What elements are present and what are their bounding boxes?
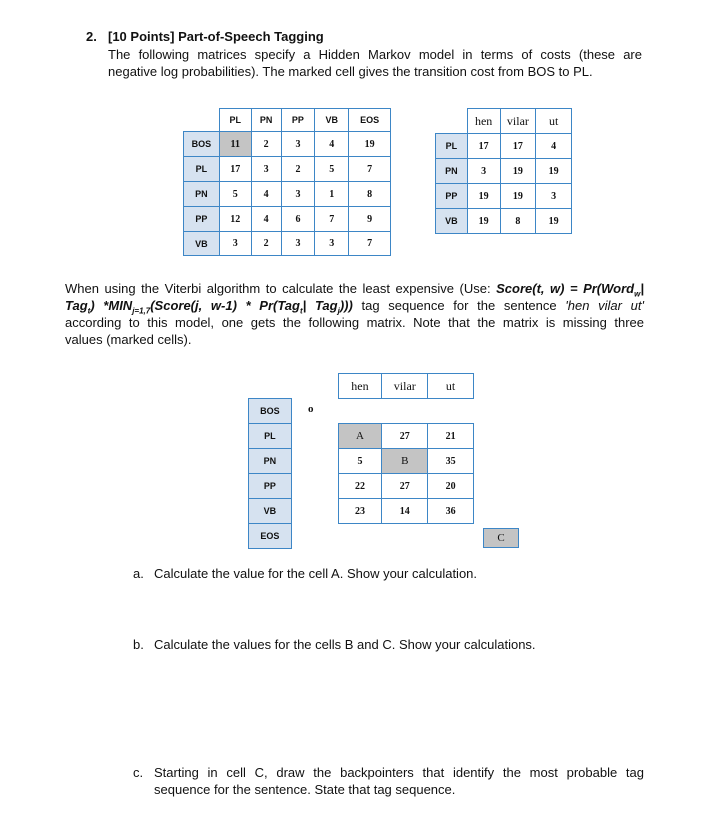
table-cell: 17 [500, 134, 536, 159]
cell-a: A [338, 424, 382, 449]
formula-sub: t [299, 306, 303, 316]
row-header: PL [436, 134, 468, 159]
spacer-cell [291, 424, 338, 449]
viterbi-line-4: values (marked cells). [65, 332, 192, 347]
formula-part: Score(t, w) = Pr(Word [496, 281, 635, 296]
table-cell: 19 [536, 159, 572, 184]
spacer-cell [291, 474, 338, 499]
table-cell: 1 [315, 182, 349, 207]
row-header: PN [184, 182, 220, 207]
spacer-cell [291, 399, 338, 424]
empty-cell [382, 524, 428, 549]
table-cell: 20 [428, 474, 474, 499]
transition-table [183, 108, 391, 256]
table-cell: 23 [338, 499, 382, 524]
row-header: VB [436, 209, 468, 234]
table-cell: 12 [219, 207, 251, 232]
col-header: PP [281, 109, 315, 132]
col-header: vilar [382, 374, 428, 399]
bos-start-value: o [308, 403, 314, 415]
table-cell: 3 [281, 182, 315, 207]
formula-part: | [640, 281, 644, 296]
task-c-line-1: Starting in cell C, draw the backpointers that identify the most probable tag [154, 765, 644, 780]
col-header: VB [315, 109, 349, 132]
row-header: VB [249, 499, 292, 524]
table-cell: 2 [281, 157, 315, 182]
spacer-cell [291, 524, 338, 549]
emission-table [435, 108, 572, 234]
table-cell: 7 [349, 157, 391, 182]
table-cell: 2 [251, 132, 281, 157]
table-cell: 22 [338, 474, 382, 499]
row-header: PP [249, 474, 292, 499]
table-cell: 4 [251, 207, 281, 232]
task-a-marker: a. [133, 566, 144, 581]
row-header: PL [184, 157, 220, 182]
marked-cell: 11 [219, 132, 251, 157]
table-cell: 4 [536, 134, 572, 159]
row-header: PP [184, 207, 220, 232]
spacer-cell [291, 449, 338, 474]
table-cell: 19 [500, 159, 536, 184]
task-c-line-2: sequence for the sentence. State that tag sequence. [154, 782, 456, 797]
table-cell: 3 [219, 232, 251, 256]
table-cell: 3 [536, 184, 572, 209]
table-cell: 5 [315, 157, 349, 182]
formula-sub: j [337, 306, 340, 316]
table-cell: 7 [349, 232, 391, 256]
formula-part: ) *MIN [90, 298, 133, 313]
table-cell: 19 [349, 132, 391, 157]
sentence: 'hen vilar ut' [565, 298, 644, 313]
col-header: hen [467, 109, 500, 134]
table-cell: 8 [500, 209, 536, 234]
spacer-cell [291, 499, 338, 524]
row-header: PN [249, 449, 292, 474]
table-cell: 9 [349, 207, 391, 232]
formula-sub: t [87, 306, 91, 316]
table-cell: 17 [219, 157, 251, 182]
intro-line-2: negative log probabilities). The marked cell gives the transition cost from BOS to PL. [108, 64, 593, 79]
cell-c: C [483, 528, 519, 548]
viterbi-line-1-text: When using the Viterbi algorithm to calculate the least expensive (Use: [65, 281, 497, 296]
table-cell: 8 [349, 182, 391, 207]
col-header: PL [219, 109, 251, 132]
empty-cell [382, 399, 428, 424]
col-header: hen [338, 374, 382, 399]
formula-sub: j=1,7 [132, 306, 151, 316]
col-header: ut [428, 374, 474, 399]
formula-sub: w [634, 289, 641, 299]
empty-cell [428, 399, 474, 424]
table-cell: 35 [428, 449, 474, 474]
task-b-text: Calculate the values for the cells B and C. Show your calculations. [154, 637, 536, 652]
viterbi-line-2-text: tag sequence for the sentence [352, 298, 566, 313]
row-header: PL [249, 424, 292, 449]
task-c-marker: c. [133, 765, 144, 780]
task-a-text: Calculate the value for the cell A. Show your calculation. [154, 566, 478, 581]
table-cell: 3 [251, 157, 281, 182]
col-header: PN [251, 109, 281, 132]
empty-cell [338, 399, 382, 424]
intro-line-1: The following matrices specify a Hidden Markov model in terms of costs (these are [108, 47, 642, 62]
corner-cell [184, 109, 220, 132]
table-cell: 5 [338, 449, 382, 474]
corner-cell [249, 374, 292, 399]
row-header: BOS [184, 132, 220, 157]
table-cell: 17 [467, 134, 500, 159]
table-cell: 7 [315, 207, 349, 232]
table-cell: 14 [382, 499, 428, 524]
table-cell: 19 [467, 209, 500, 234]
row-header: VB [184, 232, 220, 256]
row-header: PN [436, 159, 468, 184]
task-b-marker: b. [133, 637, 144, 652]
corner-cell [436, 109, 468, 134]
col-header: vilar [500, 109, 536, 134]
empty-cell [428, 524, 474, 549]
table-cell: 2 [251, 232, 281, 256]
table-cell: 3 [281, 232, 315, 256]
table-cell: 3 [315, 232, 349, 256]
cell-b: B [382, 449, 428, 474]
table-cell: 4 [251, 182, 281, 207]
row-header: PP [436, 184, 468, 209]
formula-part: (Score(j, w-1) * Pr(Tag [150, 298, 300, 313]
question-title: [10 Points] Part-of-Speech Tagging [108, 29, 324, 44]
table-cell: 19 [536, 209, 572, 234]
table-cell: 5 [219, 182, 251, 207]
table-cell: 6 [281, 207, 315, 232]
question-number: 2. [86, 29, 97, 44]
col-header: EOS [349, 109, 391, 132]
viterbi-table [248, 373, 474, 549]
table-cell: 36 [428, 499, 474, 524]
formula-part: ))) [339, 298, 353, 313]
row-header: EOS [249, 524, 292, 549]
table-cell: 19 [467, 184, 500, 209]
empty-cell [338, 524, 382, 549]
spacer-cell [291, 374, 338, 399]
table-cell: 4 [315, 132, 349, 157]
formula-part: Tag [65, 298, 88, 313]
viterbi-line-3: according to this model, one gets the following matrix. Note that the matrix is missing three [65, 315, 644, 330]
table-cell: 21 [428, 424, 474, 449]
formula-part: | Tag [302, 298, 338, 313]
table-cell: 27 [382, 474, 428, 499]
table-cell: 3 [467, 159, 500, 184]
table-cell: 27 [382, 424, 428, 449]
table-cell: 3 [281, 132, 315, 157]
table-cell: 19 [500, 184, 536, 209]
col-header: ut [536, 109, 572, 134]
row-header: BOS [249, 399, 292, 424]
